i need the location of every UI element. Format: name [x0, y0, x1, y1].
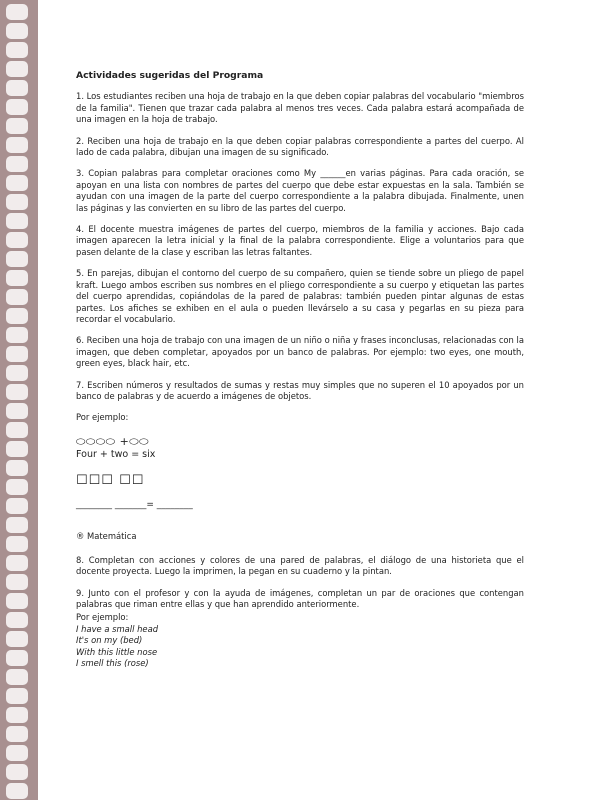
binding-hole: [6, 80, 28, 96]
binding-hole: [6, 365, 28, 381]
binding-hole: [6, 194, 28, 210]
binding-hole: [6, 555, 28, 571]
poem-line: With this little nose: [76, 646, 158, 657]
binding-hole: [6, 4, 28, 20]
answer-boxes: ☐☐☐ ☐☐: [76, 472, 145, 488]
activity-5: 5. En parejas, dibujan el contorno del cuerpo de su compañero, quien se tiende sobre un pliego de papel kraft. Luego ambos escriben sus nombres en el pliego correspondiente a su cuerpo y etiquetan las partes del cuerpo aprendidas, copiándolas de la pared de palabras: también pueden pintar algunas de estas partes. Los afiches se exhiben en el aula o pueden llevárselo a su casa y pegarlas en su pieza para recordar el vocabulario.: [76, 268, 524, 324]
binding-hole: [6, 764, 28, 780]
binding-hole: [6, 783, 28, 799]
binding-hole: [6, 42, 28, 58]
poem-line: It's on my (bed): [76, 635, 143, 646]
binding-hole: [6, 726, 28, 742]
binding-hole: [6, 422, 28, 438]
activity-9-example-label: Por ejemplo:: [76, 612, 129, 623]
binding-hole: [6, 650, 28, 666]
binding-hole: [6, 23, 28, 39]
activity-2: 2. Reciben una hoja de trabajo en la que deben copiar palabras correspondiente a partes del cuerpo. Al lado de cada palabra, dibujan una imagen de su significado.: [76, 135, 524, 158]
activity-1: 1. Los estudiantes reciben una hoja de trabajo en la que deben copiar palabras del vocabulario "miembros de la familia". Tienen que trazar cada palabra al menos tres veces. Cada palabra estará acompañada de una imagen en la hoja de trabajo.: [76, 91, 524, 125]
answer-blanks: ________ _______= ________: [76, 499, 193, 510]
counting-shapes: ⬭⬭⬭⬭ +⬭⬭: [76, 434, 150, 448]
activity-9: 9. Junto con el profesor y con la ayuda de imágenes, completan un par de oraciones que contengan palabras que riman entre ellas y que han aprendido anteriormente.: [76, 587, 524, 609]
binding-hole: [6, 308, 28, 324]
binding-hole: [6, 137, 28, 153]
spiral-binding: [0, 0, 38, 800]
binding-hole: [6, 61, 28, 77]
binding-hole: [6, 631, 28, 647]
binding-hole: [6, 251, 28, 267]
binding-hole: [6, 327, 28, 343]
poem-line: I smell this (rose): [76, 658, 149, 669]
poem-line: I have a small head: [76, 623, 159, 634]
binding-hole: [6, 517, 28, 533]
binding-hole: [6, 460, 28, 476]
binding-hole: [6, 498, 28, 514]
sum-example: Four + two = six: [76, 449, 156, 461]
activity-3: 3. Copian palabras para completar oraciones como My ______en varias páginas. Para cada oración, se apoyan en una lista con nombres de partes del cuerpo que debe estar expuestas en la sala. También se ayudan con una imagen de la parte del cuerpo correspondiente a la palabra dibujada. Finalmente, unen las páginas y las convierten en su libro de las partes del cuerpo.: [76, 168, 524, 213]
activity-7: 7. Escriben números y resultados de sumas y restas muy simples que no superen el 10 apoyados por un banco de palabras y de acuerdo a imágenes de objetos.: [76, 379, 524, 401]
binding-hole: [6, 118, 28, 134]
binding-hole: [6, 441, 28, 457]
binding-hole: [6, 289, 28, 305]
binding-hole: [6, 593, 28, 609]
binding-hole: [6, 156, 28, 172]
binding-hole: [6, 574, 28, 590]
activity-6: 6. Reciben una hoja de trabajo con una imagen de un niño o niña y frases inconclusas, relacionadas con la imagen, que deben completar, apoyados por un banco de palabras. Por ejemplo: two eyes, one mouth, green eyes, black hair, etc.: [76, 335, 524, 369]
binding-hole: [6, 99, 28, 115]
binding-hole: [6, 536, 28, 552]
binding-hole: [6, 669, 28, 685]
document-page: [76, 70, 524, 669]
binding-hole: [6, 688, 28, 704]
binding-hole: [6, 479, 28, 495]
binding-hole: [6, 384, 28, 400]
binding-hole: [6, 346, 28, 362]
page-title: Actividades sugeridas del Programa: [76, 70, 264, 81]
example-label: Por ejemplo:: [76, 412, 129, 423]
binding-hole: [6, 213, 28, 229]
activity-8: 8. Completan con acciones y colores de una pared de palabras, el diálogo de una historieta que el docente proyecta. Luego la imprimen, la pegan en su cuaderno y la pintan.: [76, 554, 524, 577]
binding-hole: [6, 175, 28, 191]
binding-hole: [6, 707, 28, 723]
binding-hole: [6, 612, 28, 628]
activity-4: 4. El docente muestra imágenes de partes del cuerpo, miembros de la familia y acciones. Bajo cada imagen aparecen la letra inicial y la final de la palabra correspondiente. Elige a voluntarios para que pasen delante de la clase y escriban las letras faltantes.: [76, 224, 524, 257]
binding-hole: [6, 232, 28, 248]
binding-hole: [6, 403, 28, 419]
binding-hole: [6, 745, 28, 761]
binding-hole: [6, 270, 28, 286]
section-heading-math: ® Matemática: [76, 531, 137, 542]
